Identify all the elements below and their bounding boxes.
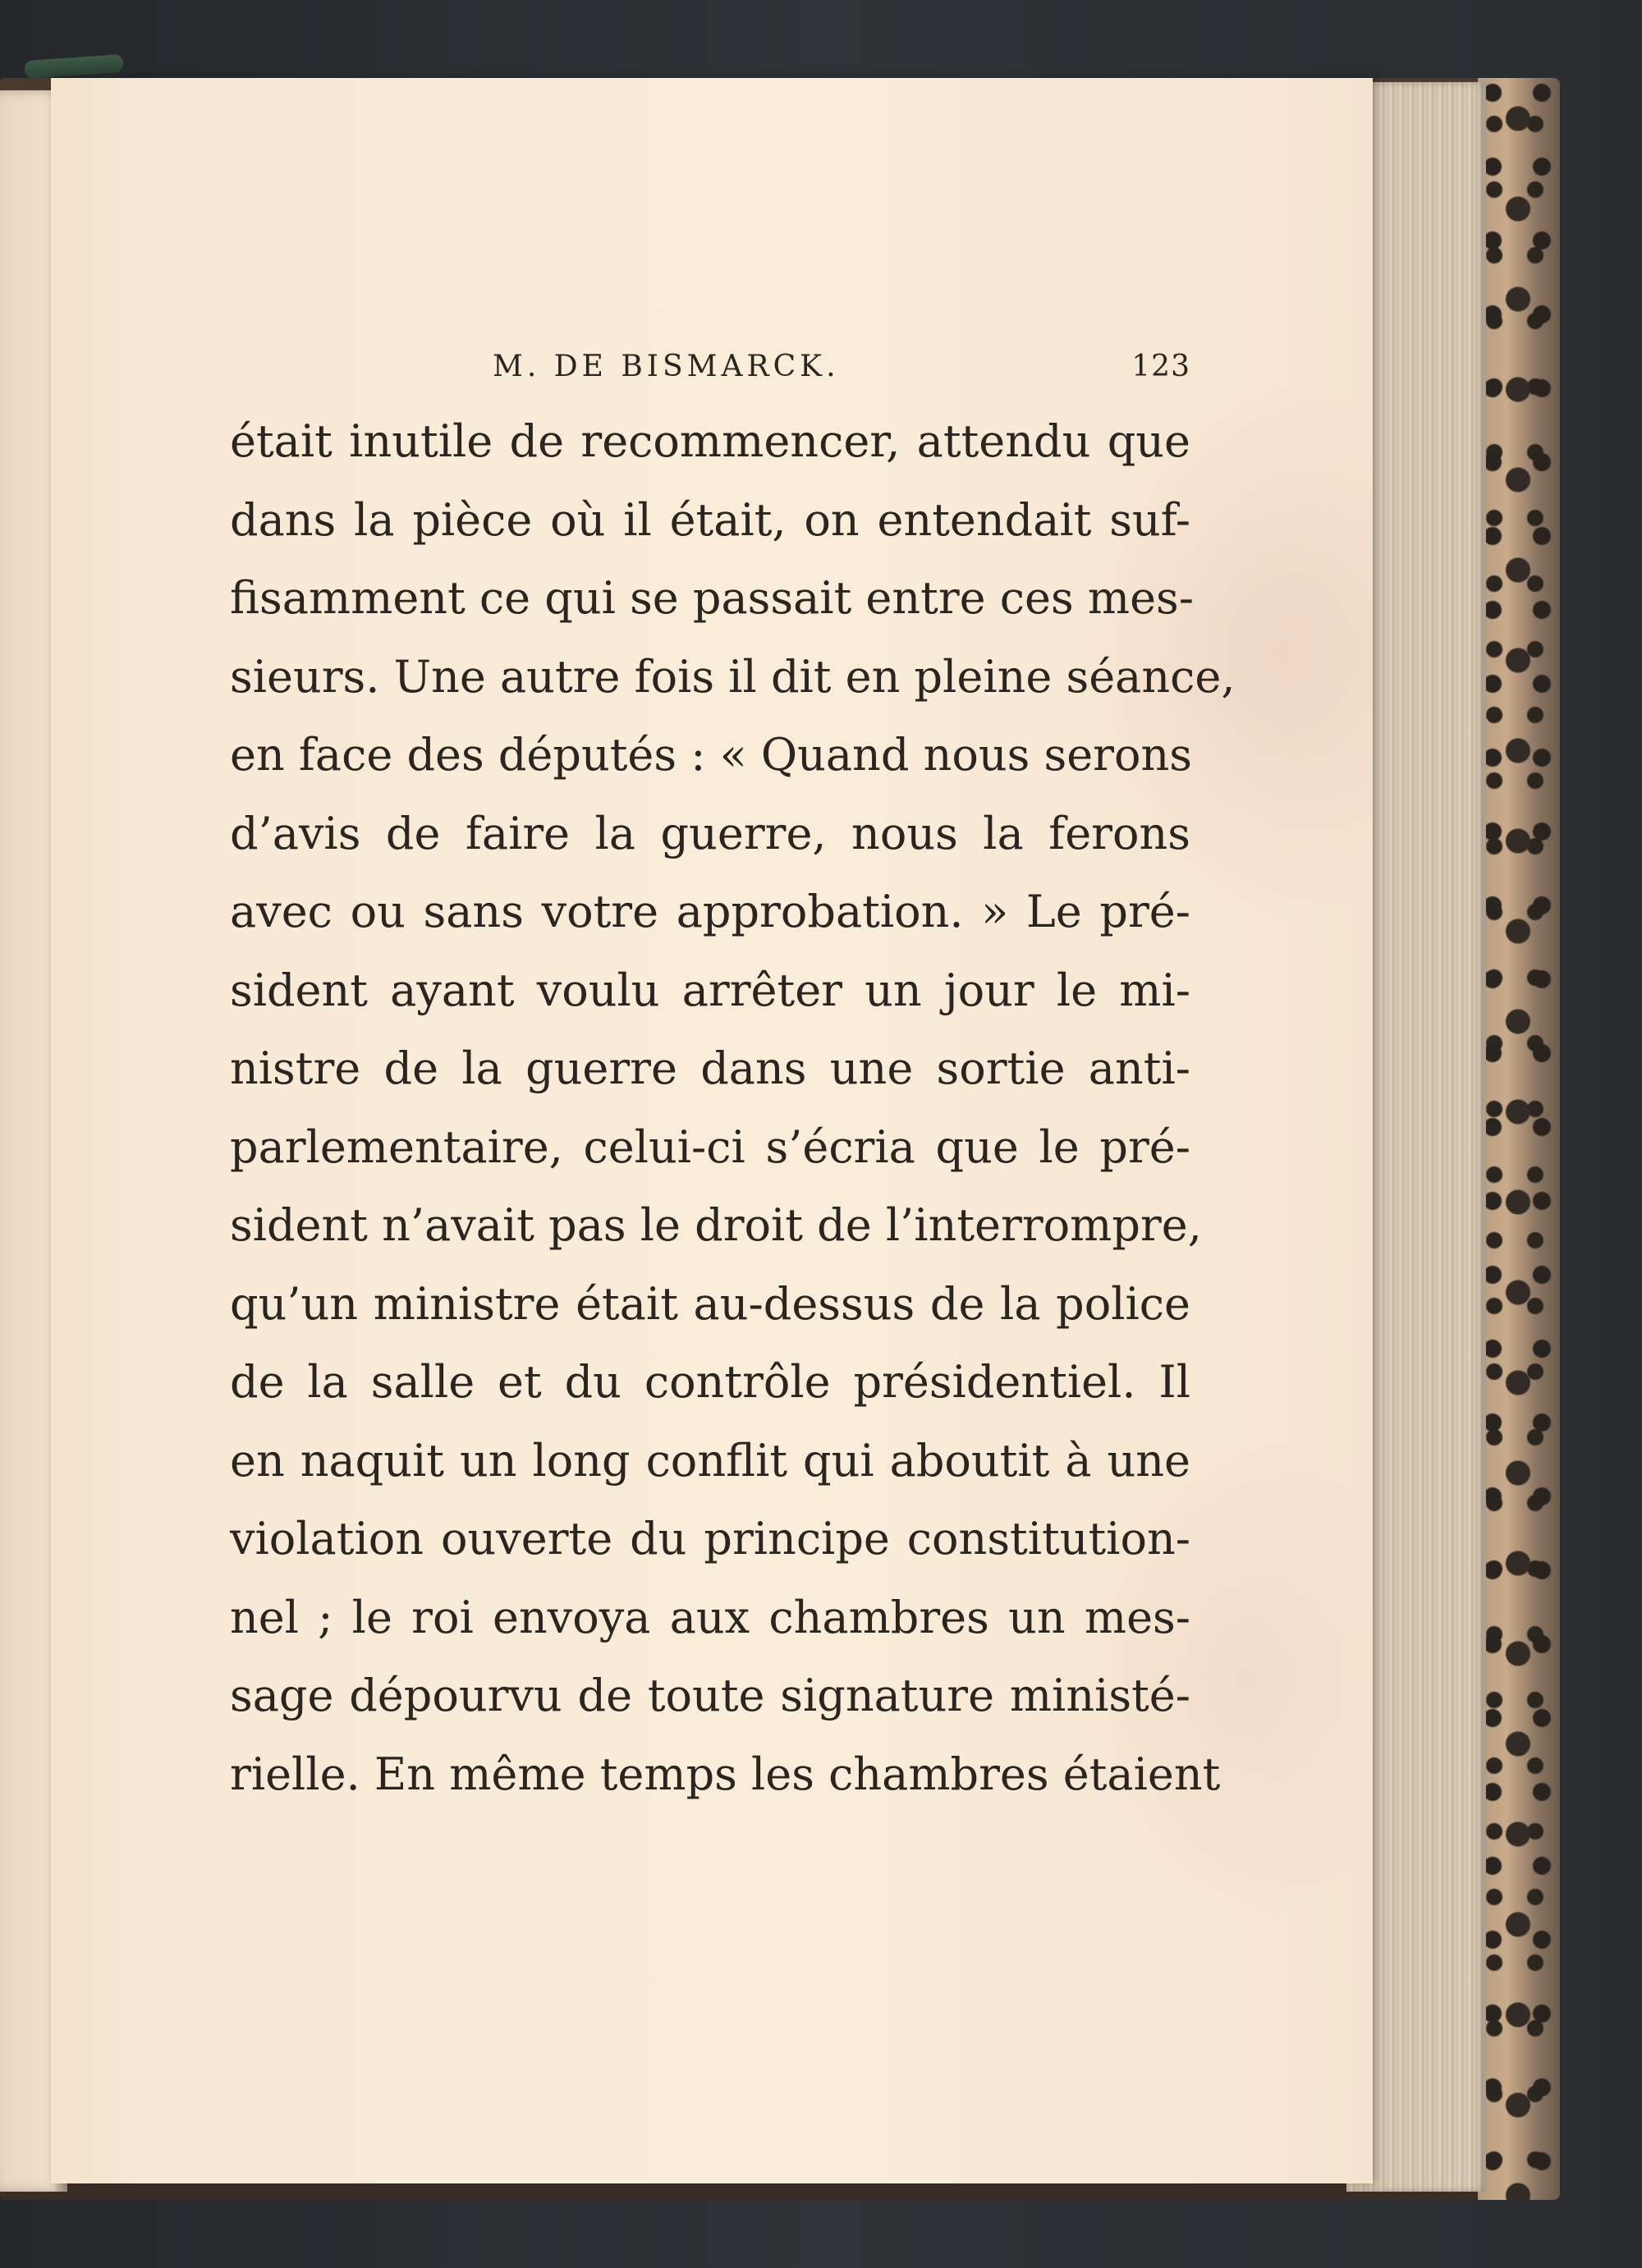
bookmark-thread bbox=[24, 54, 123, 79]
body-text bbox=[230, 402, 1236, 1813]
text-line: sident ayant voulu arrêter un jour le mi- bbox=[230, 964, 1190, 1016]
text-line: était inutile de recommencer, attendu que bbox=[230, 415, 1190, 467]
text-line: avec ou sans votre approbation. » Le pré- bbox=[230, 886, 1190, 937]
text-line: sage dépourvu de toute signature ministé- bbox=[230, 1670, 1190, 1721]
text-line: fisamment ce qui se passait entre ces mes- bbox=[230, 572, 1194, 624]
text-line: rielle. En même temps les chambres étaient bbox=[230, 1748, 1221, 1800]
page-number: 123 bbox=[1131, 350, 1190, 383]
marbled-fore-edge bbox=[1478, 78, 1560, 2200]
text-line: sieurs. Une autre fois il dit en pleine séance, bbox=[230, 650, 1236, 703]
text-line: dans la pièce où il était, on entendait suf- bbox=[230, 493, 1190, 546]
text-line: sident n’avait pas le droit de l’interrompre, bbox=[230, 1199, 1202, 1251]
running-head bbox=[230, 345, 1190, 402]
text-line: qu’un ministre était au-dessus de la police bbox=[230, 1277, 1190, 1330]
text-line: en face des députés : « Quand nous serons bbox=[230, 729, 1192, 781]
text-line: parlementaire, celui-ci s’écria que le pré- bbox=[230, 1120, 1190, 1173]
text-line: nistre de la guerre dans une sortie anti- bbox=[230, 1042, 1190, 1094]
text-line: d’avis de faire la guerre, nous la ferons bbox=[230, 807, 1190, 859]
book-page bbox=[51, 78, 1373, 2183]
text-line: de la salle et du contrôle présidentiel. Il bbox=[230, 1356, 1190, 1408]
text-line: nel ; le roi envoya aux chambres un mes- bbox=[230, 1591, 1190, 1643]
text-block bbox=[230, 345, 1236, 1813]
text-line: violation ouverte du principe constitution- bbox=[230, 1513, 1190, 1565]
text-line: en naquit un long conflit qui aboutit à une bbox=[230, 1434, 1190, 1487]
running-title: M. DE BISMARCK. bbox=[493, 350, 840, 383]
